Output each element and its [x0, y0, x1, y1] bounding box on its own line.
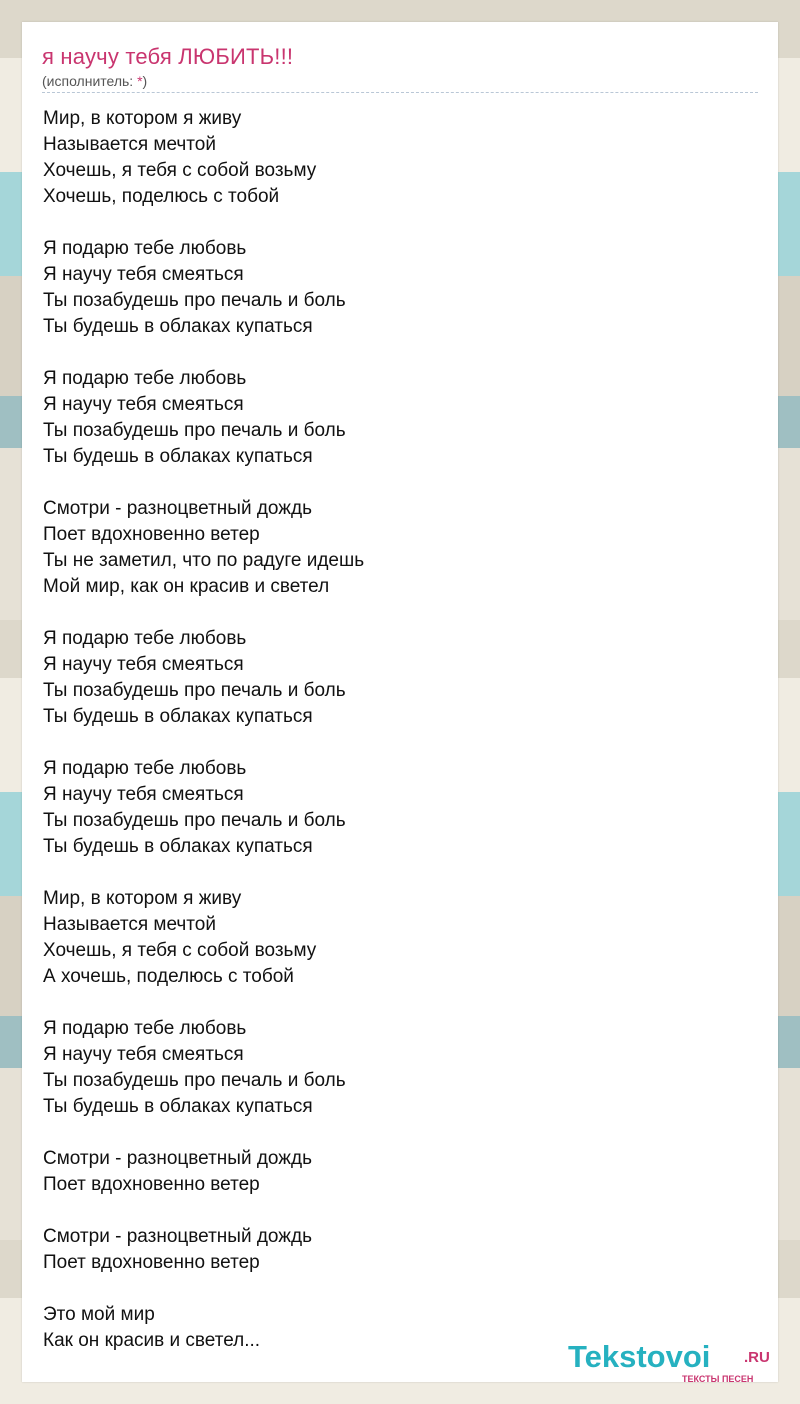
- lyrics-line: Хочешь, я тебя с собой возьму: [43, 160, 317, 181]
- lyrics-line: Я научу тебя смеяться: [43, 1044, 244, 1065]
- logo-brand: Tekstovoi: [568, 1339, 711, 1374]
- lyrics-stanza: [43, 366, 364, 470]
- song-title: я научу тебя ЛЮБИТЬ!!!: [42, 44, 294, 69]
- artist-prefix: (исполнитель:: [42, 73, 138, 89]
- logo-tagline: ТЕКСТЫ ПЕСЕН: [682, 1374, 754, 1384]
- lyrics-stanza: [43, 1146, 364, 1198]
- lyrics-line: Ты не заметил, что по радуге идешь: [43, 550, 365, 571]
- lyrics-stanza: [43, 106, 364, 210]
- artist-suffix: ): [142, 73, 148, 89]
- lyrics-line: Я подарю тебе любовь: [43, 628, 247, 649]
- lyrics-line: Поет вдохновенно ветер: [43, 1252, 260, 1273]
- lyrics-line: Ты будешь в облаках купаться: [43, 446, 313, 467]
- artist-name[interactable]: *: [137, 73, 143, 89]
- lyrics-line: Я подарю тебе любовь: [43, 368, 247, 389]
- logo-tld: .RU: [744, 1349, 770, 1366]
- artist-line: [42, 73, 147, 89]
- lyrics-line: Мир, в котором я живу: [43, 888, 242, 909]
- lyrics-line: Как он красив и светел...: [43, 1330, 261, 1351]
- lyrics-line: А хочешь, поделюсь с тобой: [43, 966, 294, 987]
- lyrics-line: Я подарю тебе любовь: [43, 758, 247, 779]
- lyrics-line: Ты будешь в облаках купаться: [43, 706, 313, 727]
- lyrics-stanza: [43, 496, 364, 600]
- lyrics-line: Я научу тебя смеяться: [43, 394, 244, 415]
- lyrics-stanza: [43, 756, 364, 860]
- lyrics-line: Я научу тебя смеяться: [43, 784, 244, 805]
- lyrics-stanza: [43, 236, 364, 340]
- lyrics-line: Поет вдохновенно ветер: [43, 1174, 260, 1195]
- lyrics-line: Поет вдохновенно ветер: [43, 524, 260, 545]
- lyrics-stanza: [43, 886, 364, 990]
- lyrics-line: Ты позабудешь про печаль и боль: [43, 810, 346, 831]
- lyrics-line: Ты позабудешь про печаль и боль: [43, 680, 346, 701]
- lyrics-line: Хочешь, я тебя с собой возьму: [43, 940, 317, 961]
- lyrics-line: Смотри - разноцветный дождь: [43, 498, 312, 519]
- lyrics-line: Я подарю тебе любовь: [43, 1018, 247, 1039]
- lyrics-line: Я научу тебя смеяться: [43, 264, 244, 285]
- lyrics-line: Мир, в котором я живу: [43, 108, 242, 129]
- lyrics-line: Ты позабудешь про печаль и боль: [43, 1070, 346, 1091]
- lyrics-line: Я научу тебя смеяться: [43, 654, 244, 675]
- lyrics-stanza: [43, 1224, 364, 1276]
- lyrics-line: Называется мечтой: [43, 914, 216, 935]
- lyrics-line: Хочешь, поделюсь с тобой: [43, 186, 280, 207]
- lyrics-line: Смотри - разноцветный дождь: [43, 1148, 312, 1169]
- lyrics-line: Я подарю тебе любовь: [43, 238, 247, 259]
- lyrics-line: Ты будешь в облаках купаться: [43, 1096, 313, 1117]
- lyrics-body: [43, 106, 364, 1380]
- lyrics-line: Ты позабудешь про печаль и боль: [43, 290, 346, 311]
- tekstovoi-logo: [568, 1339, 770, 1384]
- lyrics-card: [22, 22, 778, 1382]
- lyrics-line: Ты будешь в облаках купаться: [43, 836, 313, 857]
- lyrics-stanza: [43, 1302, 364, 1354]
- lyrics-line: Смотри - разноцветный дождь: [43, 1226, 312, 1247]
- lyrics-stanza: [43, 1016, 364, 1120]
- lyrics-line: Называется мечтой: [43, 134, 216, 155]
- lyrics-line: Ты позабудешь про печаль и боль: [43, 420, 346, 441]
- lyrics-line: Ты будешь в облаках купаться: [43, 316, 313, 337]
- lyrics-line: Мой мир, как он красив и светел: [43, 576, 330, 597]
- dashed-divider: [42, 92, 758, 93]
- lyrics-line: Это мой мир: [43, 1304, 155, 1325]
- lyrics-stanza: [43, 626, 364, 730]
